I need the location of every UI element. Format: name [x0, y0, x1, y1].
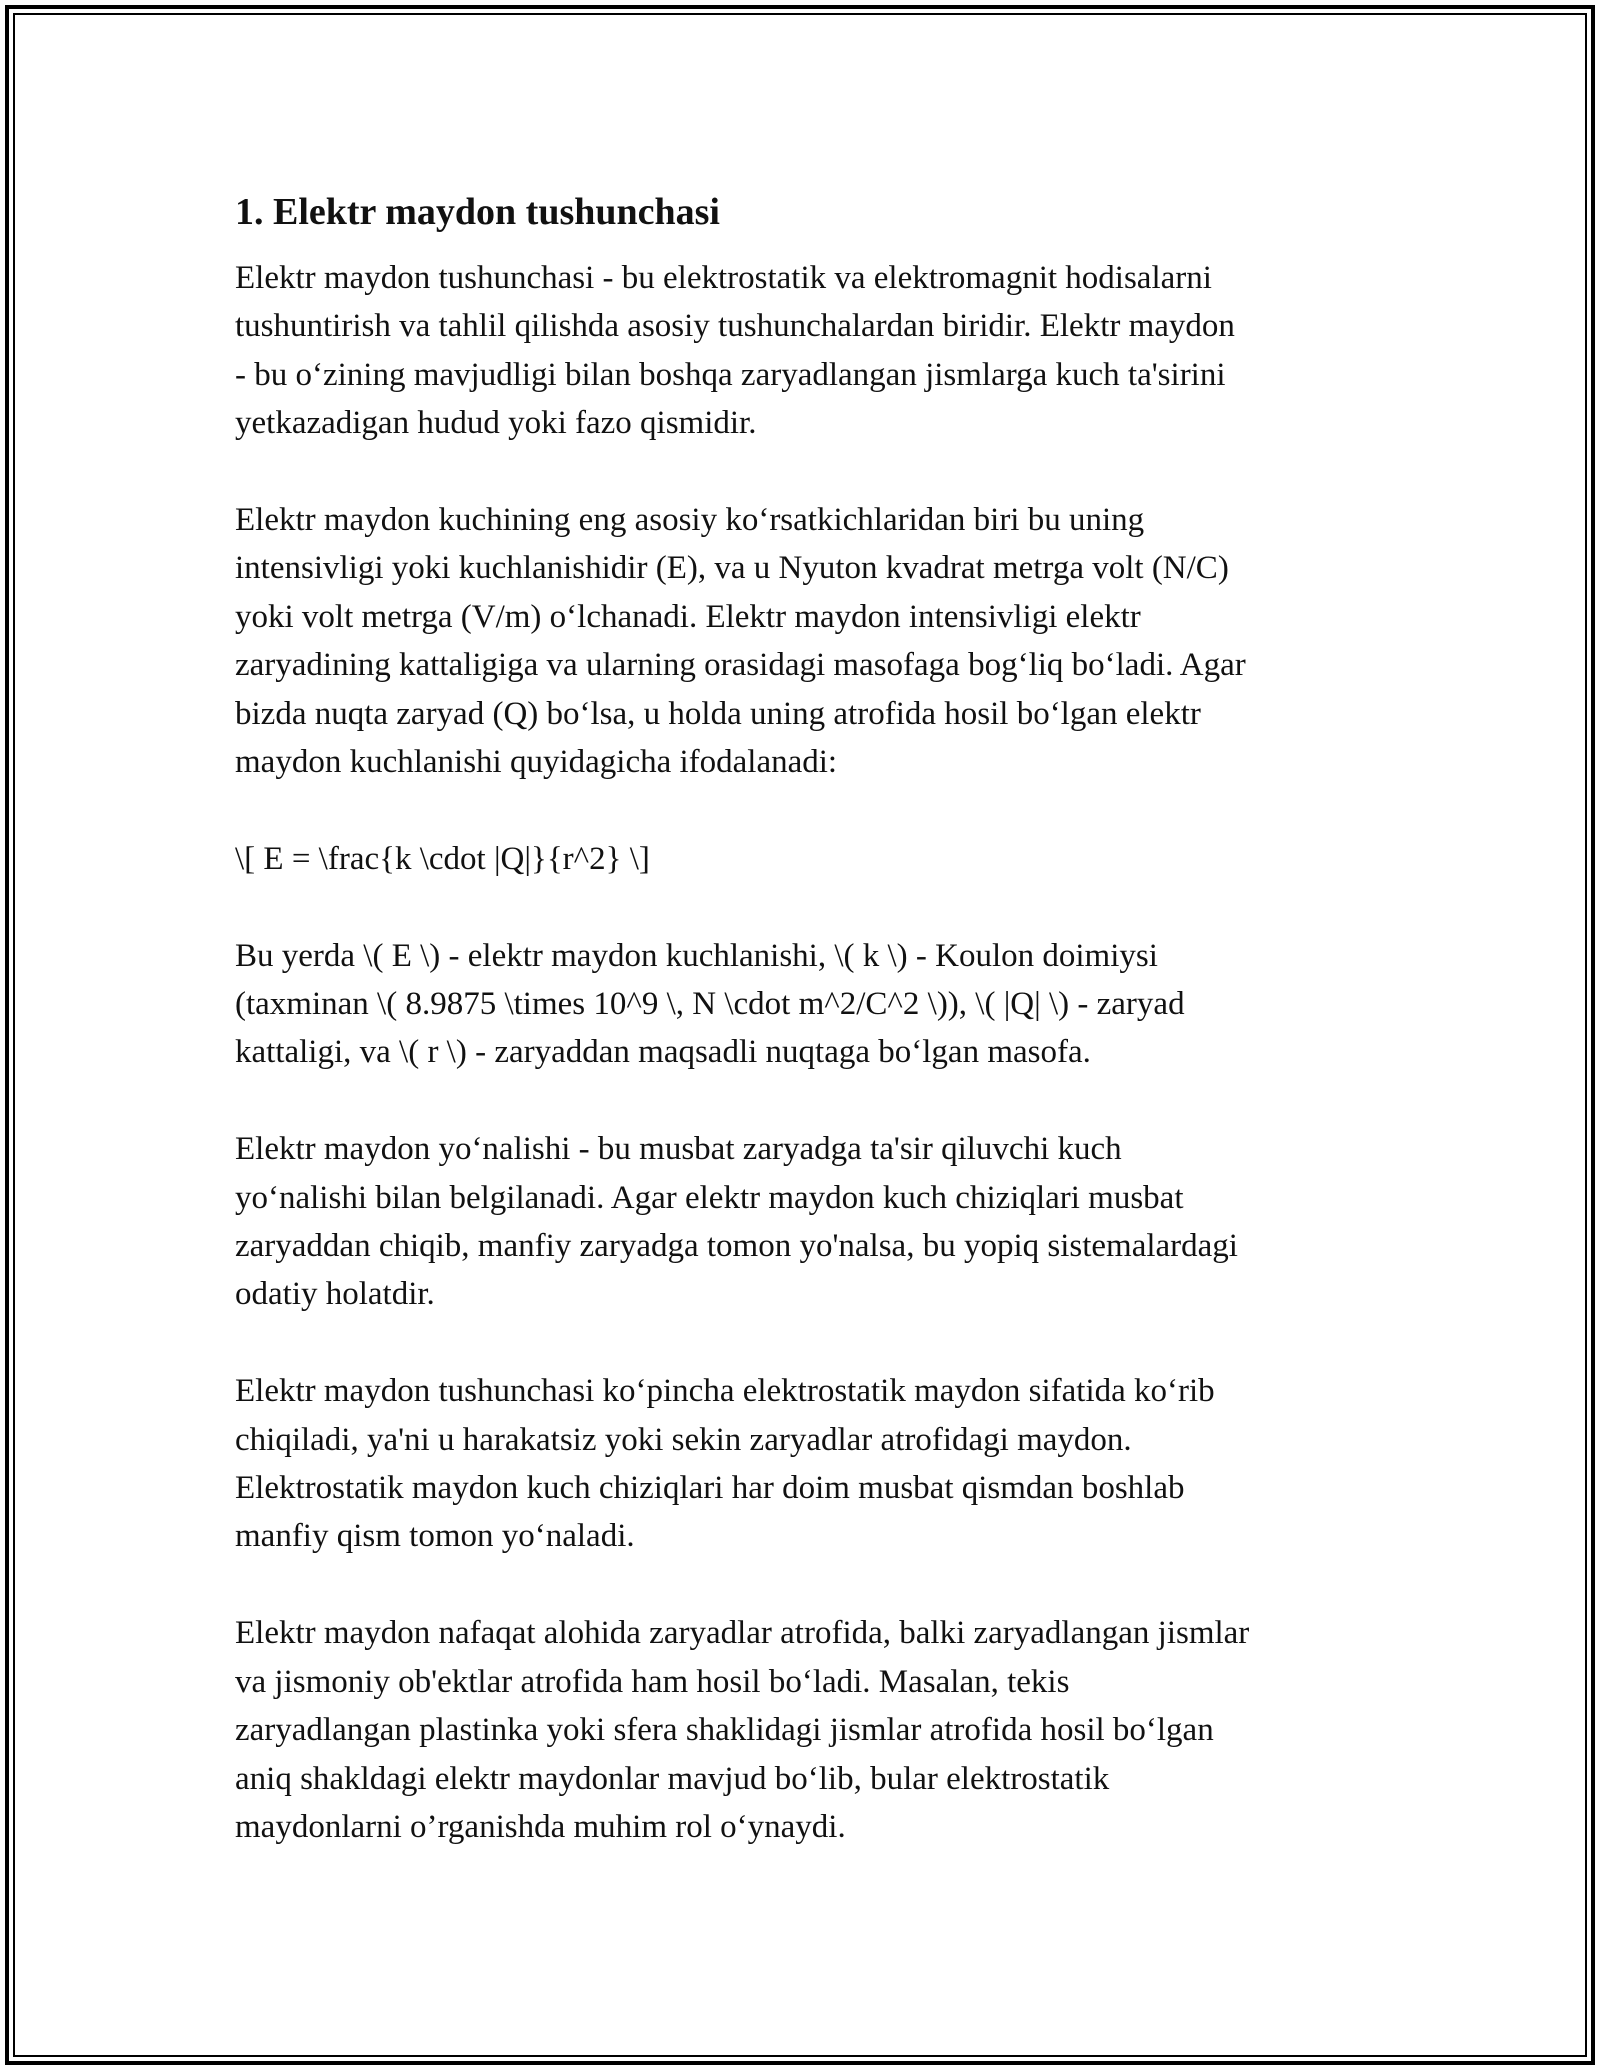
section-heading: 1. Elektr maydon tushunchasi [235, 191, 720, 233]
paragraph-charged-bodies: Elektr maydon nafaqat alohida zaryadlar atrofida, balki zaryadlangan jismlar va jismoniy ob'ektlar atrofida ham hosil bo‘ladi. Masalan, tekis zaryadlangan plastinka yoki sfera shaklidagi jismlar atrofida hosil bo‘lgan aniq shakldagi elektr maydonlar mavjud bo‘lib, bular elektrostatik maydonlarni o’rganishda muhim rol o‘ynaydi. [235, 1615, 1250, 1845]
paragraph-intro: Elektr maydon tushunchasi - bu elektrostatik va elektromagnit hodisalarni tushuntirish va tahlil qilishda asosiy tushunchalardan biridir. Elektr maydon - bu o‘zining mavjudligi bilan boshqa zaryadlangan jismlarga kuch ta'sirini yetkazadigan hudud yoki fazo qismidir. [235, 260, 1235, 442]
paragraph-electrostatic: Elektr maydon tushunchasi ko‘pincha elektrostatik maydon sifatida ko‘rib chiqiladi, ya'ni u harakatsiz yoki sekin zaryadlar atrofidagi maydon. Elektrostatik maydon kuch chiziqlari har doim musbat qismdan boshlab manfiy qism tomon yo‘naladi. [235, 1373, 1215, 1555]
formula-line: \[ E = \frac{k \cdot |Q|}{r^2} \] [235, 840, 650, 877]
paragraph-intensity: Elektr maydon kuchining eng asosiy ko‘rsatkichlaridan biri bu uning intensivligi yoki kuchlanishidir (E), va u Nyuton kvadrat metrga volt (N/C) yoki volt metrga (V/m) o‘lchanadi. Elektr maydon intensivligi elektr zaryadining kattaligiga va ularning orasidagi masofaga bog‘liq bo‘ladi. Agar bizda nuqta zaryad (Q) bo‘lsa, u holda uning atrofida hosil bo‘lgan elektr maydon kuchlanishi quyidagicha ifodalanadi: [235, 502, 1246, 781]
paragraph-direction: Elektr maydon yo‘nalishi - bu musbat zaryadga ta'sir qiluvchi kuch yo‘nalishi bilan belgilanadi. Agar elektr maydon kuch chiziqlari musbat zaryaddan chiqib, manfiy zaryadga tomon yo'nalsa, bu yopiq sistemalardagi odatiy holatdir. [235, 1131, 1238, 1313]
document-body [235, 186, 1375, 1900]
paragraph-formula-explanation: Bu yerda \( E \) - elektr maydon kuchlanishi, \( k \) - Koulon doimiysi (taxminan \( 8.9875 \times 10^9 \, N \cdot m^2/C^2 \)), \( |Q| \) - zaryad kattaligi, va \( r \) - zaryaddan maqsadli nuqtaga bo‘lgan masofa. [235, 937, 1185, 1071]
